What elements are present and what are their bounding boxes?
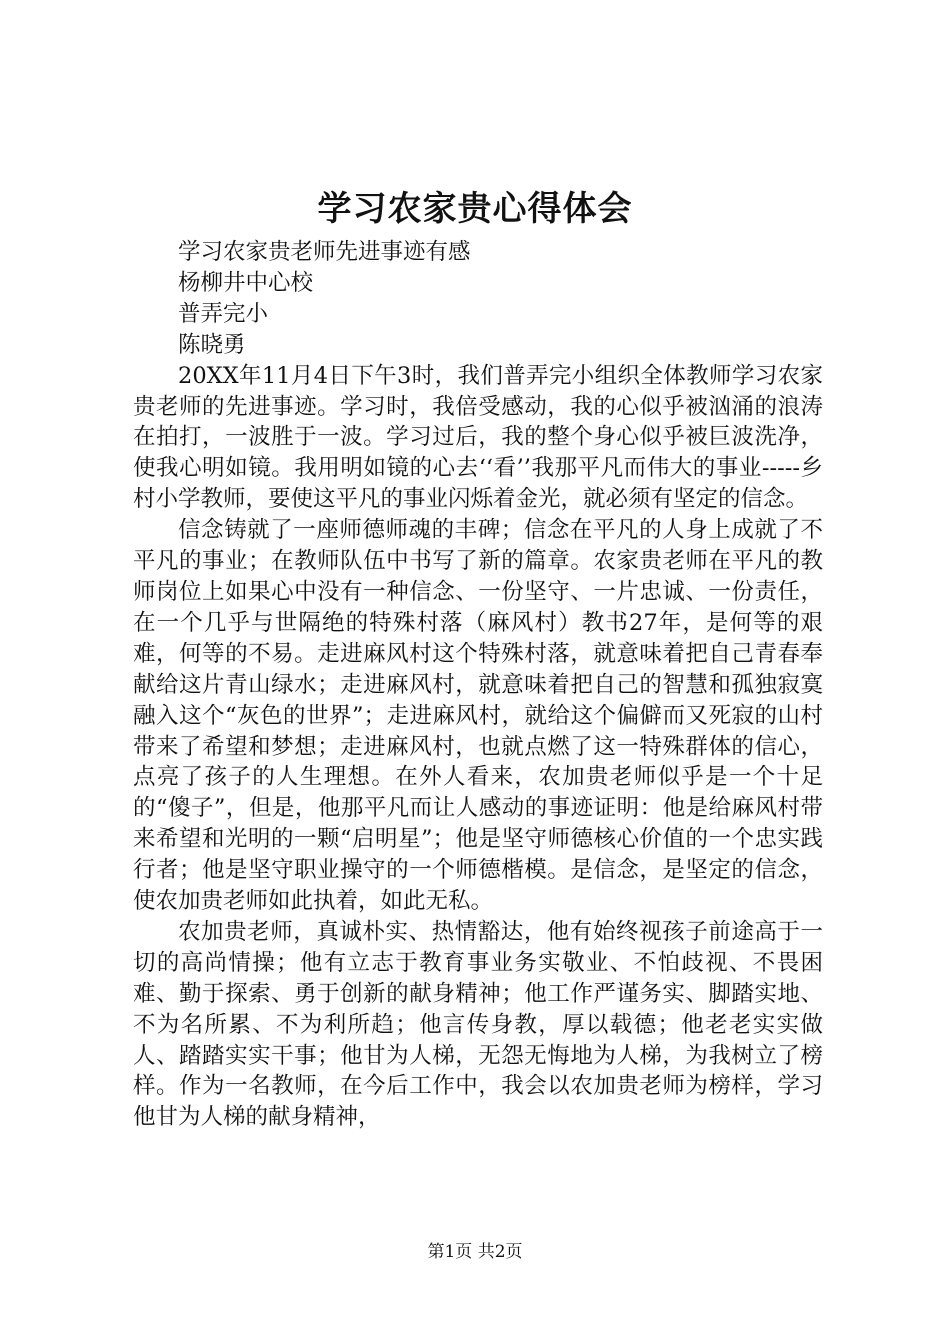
document-title: 学习农家贵心得体会 (317, 189, 633, 229)
body-paragraph: 信念铸就了一座师德师魂的丰碑；信念在平凡的人身上成就了不平凡的事业；在教师队伍中书写了新的篇章。农家贵老师在平凡的教师岗位上如果心中没有一种信念、一份坚守、一片忠诚、一份责任，在一个几乎与世隔绝的特殊村落（麻风村）教书27年，是何等的艰难，何等的不易。走进麻风村这个特殊村落，就意味着把自己青春奉献给这片青山绿水；走进麻风村，就意味着把自己的智慧和孤独寂寞融入这个“灰色的世界”；走进麻风村，就给这个偏僻而又死寂的山村带来了希望和梦想；走进麻风村，也就点燃了这一特殊群体的信心，点亮了孩子的人生理想。在外人看来，农加贵老师似乎是一个十足的“傻子”，但是，他那平凡而让人感动的事迹证明：他是给麻风村带来希望和光明的一颗“启明星”；他是坚守师德核心价值的一个忠实践行者；他是坚守职业操守的一个师德楷模。是信念，是坚定的信念，使农加贵老师如此执着，如此无私。 (133, 517, 823, 915)
header-line-school: 杨柳井中心校 (178, 269, 314, 296)
header-line-author: 陈晓勇 (178, 331, 246, 358)
page-footer: 第1页 共2页 (427, 1242, 523, 1262)
header-line-article-subtitle: 学习农家贵老师先进事迹有感 (178, 239, 471, 265)
body-paragraph: 农加贵老师，真诚朴实、热情豁达，他有始终视孩子前途高于一切的高尚情操；他有立志于教育事业务实敬业、不怕歧视、不畏困难、勤于探索、勇于创新的献身精神；他工作严谨务实、脚踏实地、不为名所累、不为利所趋；他言传身教，厚以载德；他老老实实做人、踏踏实实干事；他甘为人梯，无怨无悔地为人梯，为我树立了榜样。作为一名教师，在今后工作中，我会以农加贵老师为榜样，学习他甘为人梯的献身精神， (133, 918, 823, 1131)
header-line-branch-school: 普弄完小 (178, 300, 269, 327)
document-body (133, 237, 823, 1133)
body-paragraph: 20XX年11月4日下午3时，我们普弄完小组织全体教师学习农家贵老师的先进事迹。学习时，我倍受感动，我的心似乎被汹涌的浪涛在拍打，一波胜于一波。学习过后，我的整个身心似乎被巨波洗净，使我心明如镜。我用明如镜的心去‘‘看’’我那平凡而伟大的事业-----乡村小学教师，要使这平凡的事业闪烁着金光，就必须有坚定的信念。 (133, 362, 823, 513)
